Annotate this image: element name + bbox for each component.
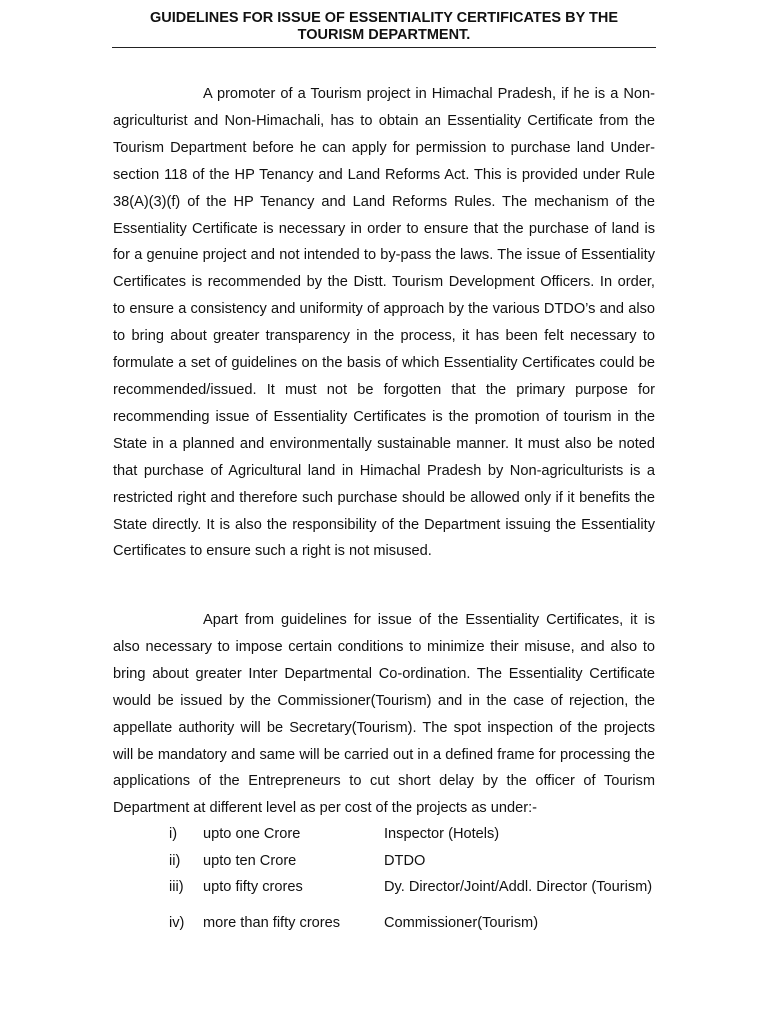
paragraph-guidelines: Apart from guidelines for issue of the Essentiality Certificates, it is also necessary to impose certain conditions to minimize their misuse, and also to bring about greater Inter Departmental Co-ordination. The Essentiality Certificate would be issued by the Commissioner(Tourism) and in the case of rejection, the appellate authority will be Secretary(Tourism). The spot inspection of the projects will be mandatory and same will be carried out in a defined frame for processing the applications of the Entrepreneurs to cut short delay by the officer of Tourism Department at different level as per cost of the projects as under:- (113, 612, 655, 817)
paragraph-intro: A promoter of a Tourism project in Himachal Pradesh, if he is a Non-agriculturist and Non-Himachali, has to obtain an Essentiality Certificate from the Tourism Department before he can apply for permission to purchase land Under-section 118 of the HP Tenancy and Land Reforms Act. This is provided under Rule 38(A)(3)(f) of the HP Tenancy and Land Reforms Rules. The mechanism of the Essentiality Certificate is necessary in order to ensure that the purchase of land is for a genuine project and not intended to by-pass the laws. The issue of Essentiality Certificates is recommended by the Distt. Tourism Development Officers. In order, to ensure a consistency and uniformity of approach by the various DTDO’s and also to bring about greater transparency in the process, it has been felt necessary to formulate a set of guidelines on the basis of which Essentiality Certificates could be recommended/issued. It must not be forgotten that the primary purpose for recommending issue of Essentiality Certificates is the promotion of tourism in the State in a planned and environmentally sustainable manner. It must also be noted that purchase of Agricultural land in Himachal Pradesh by Non-agriculturists is a restricted right and therefore such purchase should be allowed only if it benefits the State directly. It is also the responsibility of the Department issuing the Essentiality Certificates to ensure such a right is not misused. (113, 86, 655, 560)
list-item-number: ii) (169, 853, 181, 869)
list-item-number: i) (169, 826, 178, 842)
list-item-cost: upto ten Crore (203, 853, 297, 869)
list-item (0, 851, 768, 871)
title-line-2: TOURISM DEPARTMENT. (297, 27, 471, 43)
list-item-cost: more than fifty crores (203, 915, 341, 931)
list-item-cost: upto fifty crores (203, 879, 303, 895)
list-item-officer: Inspector (Hotels) (384, 826, 500, 842)
document-title (112, 10, 656, 48)
list-item (0, 877, 768, 897)
list-item-number: iii) (169, 879, 184, 895)
list-item (0, 824, 768, 844)
list-item-officer: Dy. Director/Joint/Addl. Director (Tourism) (384, 879, 653, 895)
list-item-number: iv) (169, 915, 185, 931)
title-line-1: GUIDELINES FOR ISSUE OF ESSENTIALITY CERTIFICATES BY THE (149, 10, 619, 26)
list-item-officer: DTDO (384, 853, 426, 869)
list-item (0, 913, 768, 933)
list-item-cost: upto one Crore (203, 826, 301, 842)
list-item-officer: Commissioner(Tourism) (384, 915, 539, 931)
